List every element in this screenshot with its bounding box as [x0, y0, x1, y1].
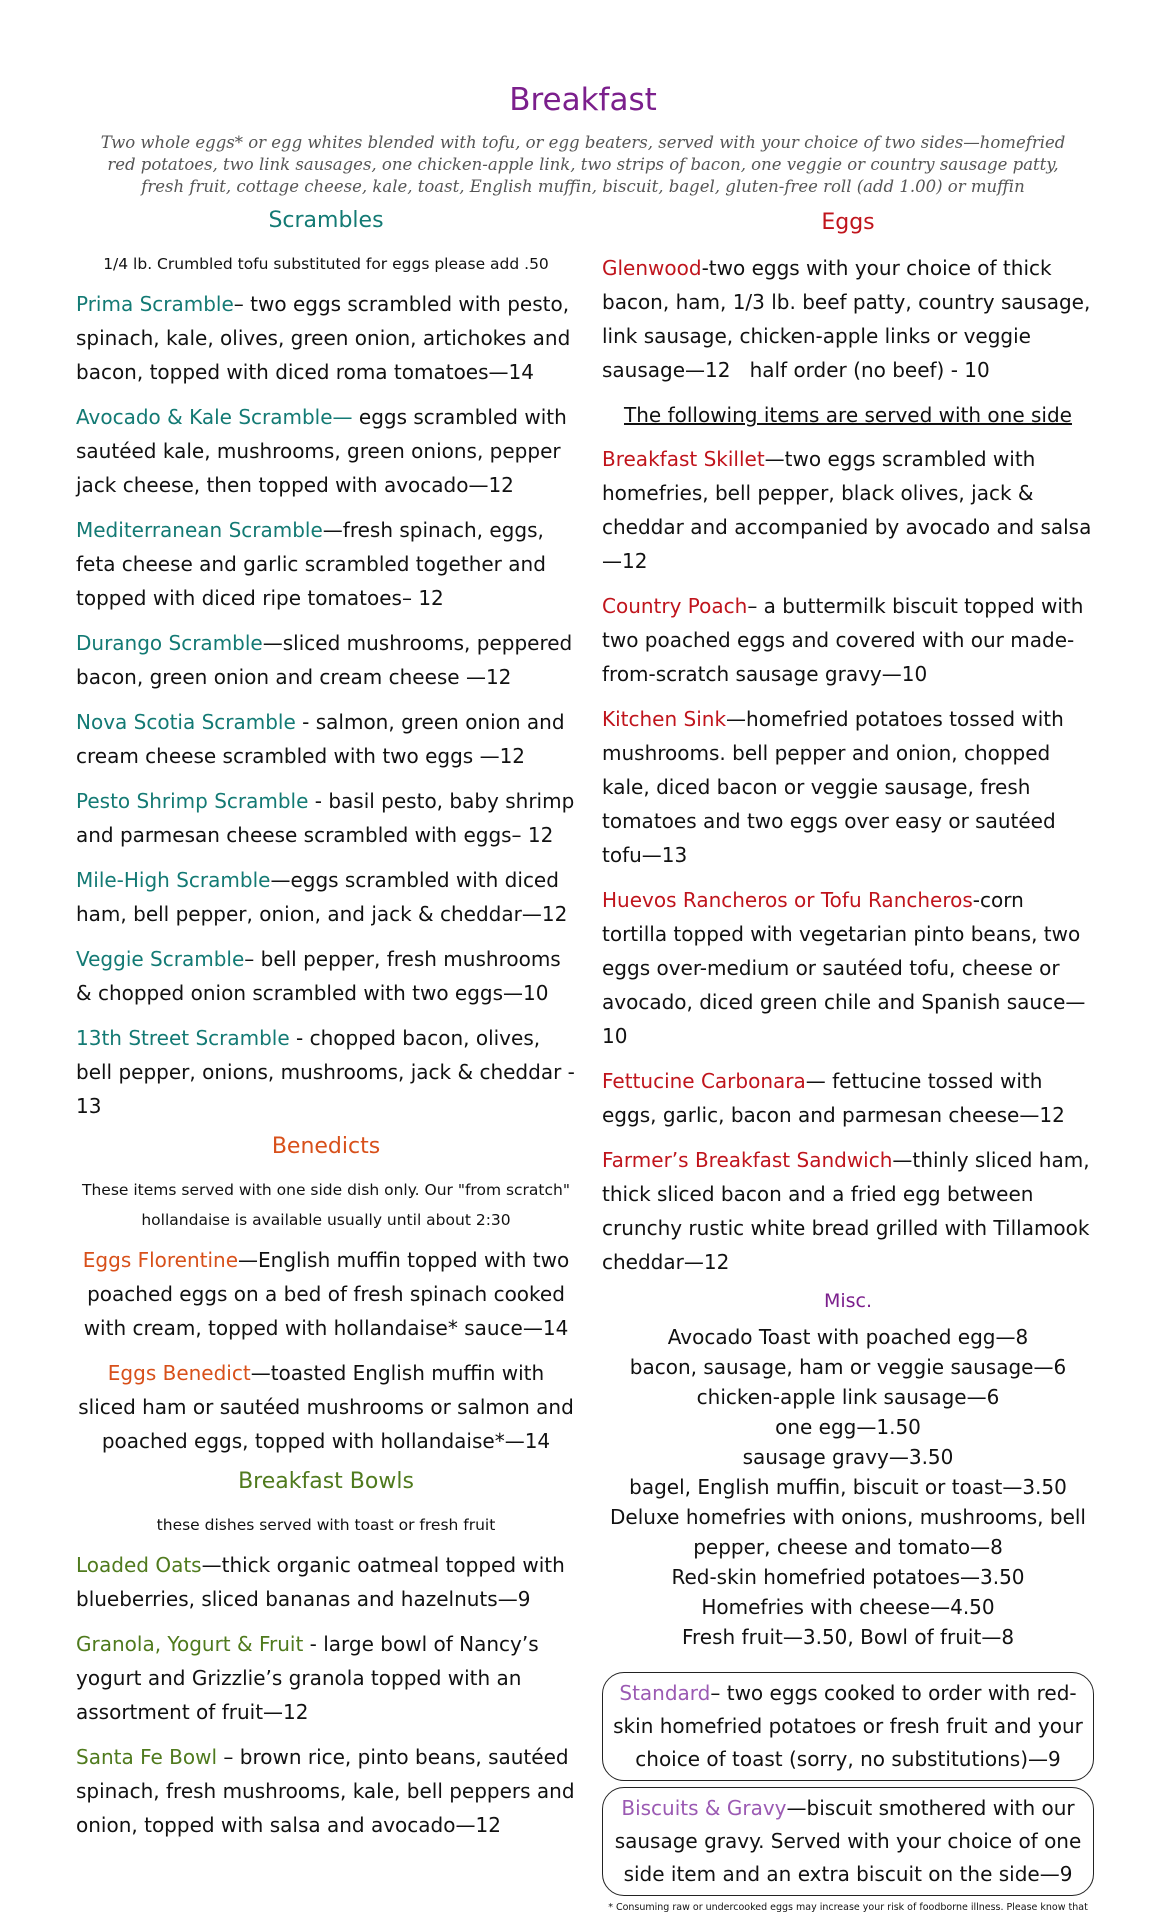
item-name: Loaded Oats [76, 1553, 202, 1577]
item-desc: -corn tortilla topped with vegetarian pinto beans, two eggs over-medium or sautéed tofu, cheese or avocado, diced green chile and Spanish sauce—10 [602, 888, 1086, 1048]
misc-item: Fresh fruit—3.50, Bowl of fruit—8 [681, 1625, 1015, 1649]
item-desc: – two eggs scrambled with pesto, spinach, kale, olives, green onion, artichokes and bacon, topped with diced roma tomatoes—14 [76, 292, 571, 384]
misc-item: Homefries with cheese—4.50 [701, 1595, 995, 1619]
bowls-note: these dishes served with toast or fresh fruit [156, 1516, 496, 1534]
standard-box [602, 1672, 1094, 1781]
item-name: Veggie Scramble [76, 947, 245, 971]
eggs-title: Eggs [821, 210, 875, 235]
bowls-title: Breakfast Bowls [238, 1469, 414, 1494]
item-desc: - large bowl of Nancy’s yogurt and Grizzlie’s granola topped with an assortment of fruit—12 [76, 1632, 539, 1724]
item-name: Mile-High Scramble [76, 868, 271, 892]
misc-item: Red-skin homefried potatoes—3.50 [671, 1565, 1025, 1589]
menu-title: Breakfast [509, 82, 657, 118]
item-name: Santa Fe Bowl [76, 1745, 218, 1769]
item-desc: – brown rice, pinto beans, sautéed spinach, fresh mushrooms, kale, bell peppers and onion, topped with salsa and avocado—12 [76, 1745, 575, 1837]
item-desc: - chopped bacon, olives, bell pepper, onions, mushrooms, jack & cheddar - 13 [76, 1026, 575, 1118]
misc-item: one egg—1.50 [775, 1415, 921, 1439]
item-desc: – bell pepper, fresh mushrooms & chopped onion scrambled with two eggs—10 [76, 947, 561, 1005]
item-name: Durango Scramble [76, 631, 263, 655]
item-name: Farmer’s Breakfast Sandwich [602, 1148, 893, 1172]
footnote: * Consuming raw or undercooked eggs may increase your risk of foodborne illness. Please know that [608, 1902, 1088, 1913]
item-name: Breakfast Skillet [602, 447, 765, 471]
half-order: half order (no beef) - 10 [749, 358, 990, 382]
item-name: 13th Street Scramble [76, 1026, 290, 1050]
item-name: Granola, Yogurt & Fruit [76, 1632, 304, 1656]
misc-item: chicken-apple link sausage—6 [696, 1385, 1000, 1409]
item-desc: —English muffin topped with two poached eggs on a bed of fresh spinach cooked with cream, topped with hollandaise* sauce—14 [83, 1248, 570, 1340]
item-name: Eggs Florentine [82, 1248, 239, 1272]
item-name: Country Poach [602, 594, 748, 618]
item-desc: —thinly sliced ham, thick sliced bacon and a fried egg between crunchy rustic white bread grilled with Tillamook cheddar—12 [602, 1148, 1090, 1274]
item-desc: – two eggs cooked to order with red-skin homefried potatoes or fresh fruit and your choice of toast (sorry, no substitutions)—9 [613, 1681, 1083, 1771]
item-name: Glenwood [602, 256, 702, 280]
misc-list [602, 1322, 1094, 1652]
item-name: Prima Scramble [76, 292, 234, 316]
item-name: Avocado & Kale Scramble— [76, 405, 353, 429]
misc-title: Misc. [823, 1290, 873, 1312]
item-name: Mediterranean Scramble [76, 518, 323, 542]
item-desc: —biscuit smothered with our sausage gravy. Served with your choice of one side item and an extra biscuit on the side—9 [614, 1796, 1082, 1886]
item-name: Fettucine Carbonara [602, 1069, 806, 1093]
item-desc: — fettucine tossed with eggs, garlic, bacon and parmesan cheese—12 [602, 1069, 1065, 1127]
one-side-subhead: The following items are served with one side [624, 403, 1072, 427]
item-name: Eggs Benedict [107, 1361, 251, 1385]
misc-item: bacon, sausage, ham or veggie sausage—6 [629, 1355, 1067, 1379]
item-name: Kitchen Sink [602, 707, 727, 731]
intro-text: Two whole eggs* or egg whites blended with tofu, or egg beaters, served with your choice of two sides—homefried red potatoes, two link sausages, one chicken-apple link, two strips of bacon, one veggie or country sausage patty, fresh fruit, cottage cheese, kale, toast, English muffin, biscuit, bagel, gluten-free roll (add 1.00) or muffin [100, 133, 1066, 196]
item-desc: - salmon, green onion and cream cheese scrambled with two eggs —12 [76, 710, 565, 768]
biscuits-box [602, 1787, 1094, 1896]
misc-item: Deluxe homefries with onions, mushrooms, bell pepper, cheese and tomato—8 [610, 1505, 1086, 1559]
misc-item: Avocado Toast with poached egg—8 [667, 1325, 1029, 1349]
left-column [76, 208, 576, 1853]
scrambles-title: Scrambles [268, 208, 384, 233]
item-name: Nova Scotia Scramble [76, 710, 296, 734]
item-name: Standard [619, 1681, 711, 1705]
item-desc: —two eggs scrambled with homefries, bell pepper, black olives, jack & cheddar and accompanied by avocado and salsa—12 [602, 447, 1092, 573]
item-desc: -two eggs with your choice of thick bacon, ham, 1/3 lb. beef patty, country sausage, link sausage, chicken-apple links or veggie sausage—12 [602, 256, 1091, 382]
item-desc: —thick organic oatmeal topped with blueberries, sliced bananas and hazelnuts—9 [76, 1553, 565, 1611]
misc-item: sausage gravy—3.50 [742, 1445, 954, 1469]
item-name: Huevos Rancheros or Tofu Rancheros [602, 888, 973, 912]
item-desc: —sliced mushrooms, peppered bacon, green onion and cream cheese —12 [76, 631, 573, 689]
right-column [602, 210, 1094, 1913]
item-desc: - basil pesto, baby shrimp and parmesan cheese scrambled with eggs– 12 [76, 789, 575, 847]
item-desc: —homefried potatoes tossed with mushrooms. bell pepper and onion, chopped kale, diced bacon or veggie sausage, fresh tomatoes and two eggs over easy or sautéed tofu—13 [602, 707, 1064, 867]
item-desc: – a buttermilk biscuit topped with two poached eggs and covered with our made-from-scratch sausage gravy—10 [602, 594, 1084, 686]
scrambles-note: 1/4 lb. Crumbled tofu substituted for eggs please add .50 [103, 255, 549, 273]
benedicts-note: These items served with one side dish only. Our "from scratch" hollandaise is available usually until about 2:30 [82, 1181, 570, 1229]
benedicts-title: Benedicts [271, 1134, 381, 1159]
item-desc: —eggs scrambled with diced ham, bell pepper, onion, and jack & cheddar—12 [76, 868, 568, 926]
item-name: Biscuits & Gravy [621, 1796, 787, 1820]
misc-item: bagel, English muffin, biscuit or toast—3.50 [629, 1475, 1067, 1499]
item-name: Pesto Shrimp Scramble [76, 789, 309, 813]
item-desc: —fresh spinach, eggs, feta cheese and garlic scrambled together and topped with diced ripe tomatoes– 12 [76, 518, 546, 610]
item-desc: eggs scrambled with sautéed kale, mushrooms, green onions, pepper jack cheese, then topped with avocado—12 [76, 405, 567, 497]
item-desc: —toasted English muffin with sliced ham or sautéed mushrooms or salmon and poached eggs, topped with hollandaise*—14 [78, 1361, 574, 1453]
